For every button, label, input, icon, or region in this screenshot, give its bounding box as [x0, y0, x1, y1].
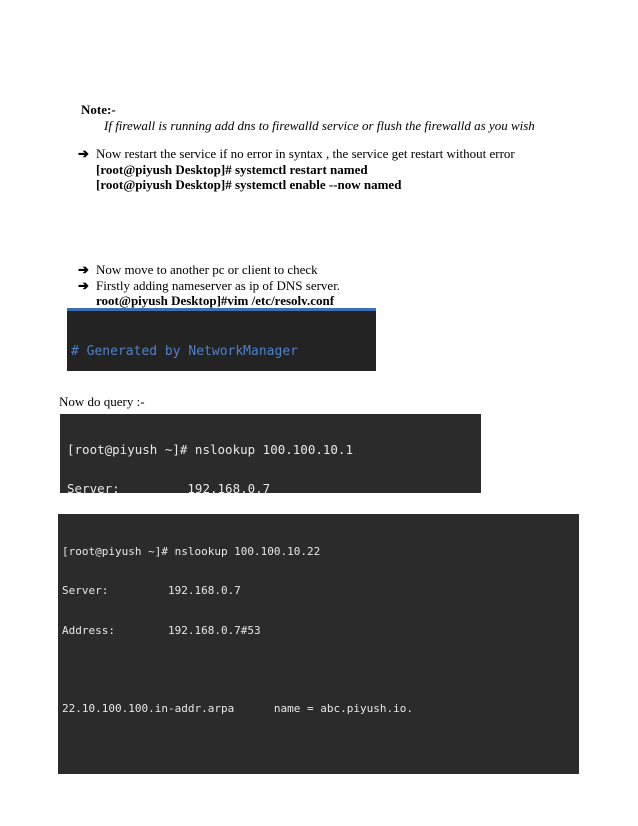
terminal-line: Server: 192.168.0.7: [67, 481, 271, 493]
terminal-line: Address: 192.168.0.7#53: [62, 623, 261, 637]
terminal-nslookup-2: [58, 514, 579, 774]
note-title: Note:-: [81, 102, 116, 117]
query-label: Now do query :-: [59, 394, 145, 409]
note-body: If firewall is running add dns to firewalld service or flush the firewalld as you wish: [104, 118, 535, 133]
command-line: root@piyush Desktop]#vim /etc/resolv.conf: [96, 293, 335, 308]
bullet-text: Now restart the service if no error in syntax , the service get restart without error: [96, 146, 515, 161]
arrow-right-icon: ➔: [78, 278, 89, 293]
vim-resolv-conf-screenshot: [67, 308, 376, 371]
arrow-right-icon: ➔: [78, 146, 89, 161]
bullet-move: [78, 262, 318, 277]
bullet-nameserver: [78, 278, 340, 293]
command-line: [root@piyush Desktop]# systemctl restart named: [96, 162, 368, 177]
terminal-line: 22.10.100.100.in-addr.arpa name = abc.piyush.io.: [62, 702, 413, 716]
terminal-line: [root@piyush ~]# nslookup 100.100.10.1: [67, 442, 353, 457]
vim-comment-line: # Generated by NetworkManager: [71, 344, 298, 359]
arrow-right-icon: ➔: [78, 262, 89, 277]
terminal-line: [62, 663, 575, 676]
bullet-text: Firstly adding nameserver as ip of DNS server.: [96, 278, 341, 293]
command-line: [root@piyush Desktop]# systemctl enable --now named: [96, 177, 402, 192]
bullet-text: Now move to another pc or client to check: [96, 262, 318, 277]
bullet-restart: [78, 146, 515, 161]
terminal-line: [root@piyush ~]# nslookup 100.100.10.22: [62, 545, 321, 559]
terminal-nslookup-1: [60, 414, 481, 493]
terminal-line: Server: 192.168.0.7: [62, 584, 241, 598]
terminal-line: [62, 742, 575, 755]
